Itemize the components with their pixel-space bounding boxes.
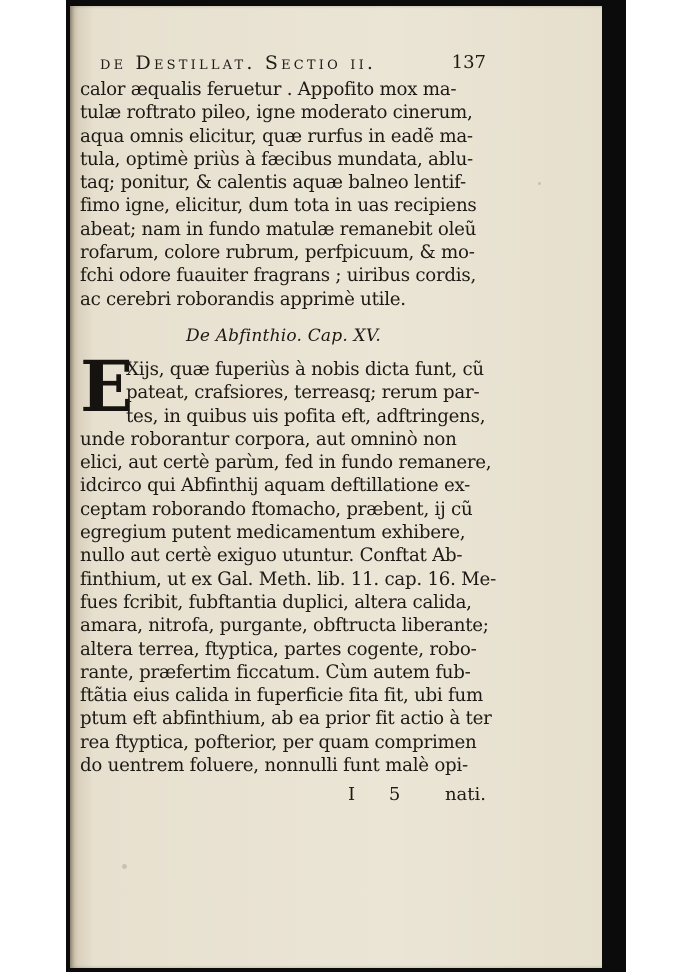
text-line: idcirco qui Abfinthij aquam deftillatione ex- [80, 475, 471, 497]
text-line: finthium, ut ex Gal. Meth. lib. 11. cap. 16. Me- [80, 568, 496, 590]
text-line: abeat; nam in fundo matulæ remanebit oleũ [80, 218, 477, 240]
text-line: altera terrea, ftyptica, partes cogente, robo- [80, 638, 477, 660]
drop-cap-initial: E [80, 345, 134, 428]
text-line: elici, aut certè parùm, fed in fundo remanere, [80, 452, 492, 474]
text-line: egregium putent medicamentum exhibere, [80, 522, 466, 544]
text-line: fues fcribit, fubftantia duplici, altera calida, [80, 591, 472, 613]
catchword: nati. [444, 784, 486, 805]
text-line: aqua omnis elicitur, quæ rurfus in eadẽ ma- [80, 125, 473, 147]
text-line: ac cerebri roborandis apprimè utile. [80, 288, 406, 310]
continued-paragraph [80, 78, 490, 311]
text-line: fchi odore fuauiter fragrans ; uiribus cordis, [80, 265, 476, 287]
text-line: Xijs, quæ fuperiùs à nobis dicta funt, cũ [126, 359, 484, 380]
text-line: tes, in quibus uis pofita eft, adftringens, [126, 405, 486, 427]
text-line: ceptam roborando ftomacho, præbent, ij cũ [80, 498, 473, 520]
text-line: fimo igne, elicitur, dum tota in uas recipiens [80, 195, 477, 217]
chapter-heading: De Abfinthio. Cap. XV. [186, 326, 381, 346]
paper-stain [122, 864, 127, 869]
text-line: ftãtia eius calida in fuperficie fita fit, ubi fum [80, 685, 483, 707]
page-footer [80, 784, 490, 810]
chapter-paragraph [80, 345, 496, 777]
text-line: rea ftyptica, pofterior, per quam comprimen [80, 731, 477, 753]
text-line: rante, præfertim ficcatum. Cùm autem fub- [80, 661, 471, 683]
text-line: tulæ roftrato pileo, igne moderato cinerum, [80, 102, 473, 124]
text-line: unde roborantur corpora, aut omninò non [80, 428, 457, 450]
text-line: nullo aut certè exiguo utuntur. Conftat Ab- [80, 545, 463, 567]
text-line: taq; ponitur, & calentis aquæ balneo lentif- [80, 172, 466, 194]
running-title: de Destillat. Sectio ii. [100, 52, 377, 74]
text-line: amara, nitrofa, purgante, obftructa liberante; [80, 615, 489, 637]
signature-mark: I 5 [348, 784, 415, 805]
text-line: pateat, crafsiores, terreasq; rerum par- [126, 382, 480, 404]
text-line: calor æqualis feruetur . Appofito mox ma- [80, 79, 457, 100]
text-line: do uentrem foluere, nonnulli funt malè opi- [80, 755, 468, 777]
text-line: ptum eft abfinthium, ab ea prior fit actio à ter [80, 708, 492, 730]
paper-stain [538, 182, 541, 185]
text-line: tula, optimè priùs à fæcibus mundata, ablu- [80, 148, 473, 170]
text-line: rofarum, colore rubrum, perfpicuum, & mo- [80, 242, 475, 264]
page-header [100, 50, 488, 78]
page-number: 137 [451, 52, 486, 73]
